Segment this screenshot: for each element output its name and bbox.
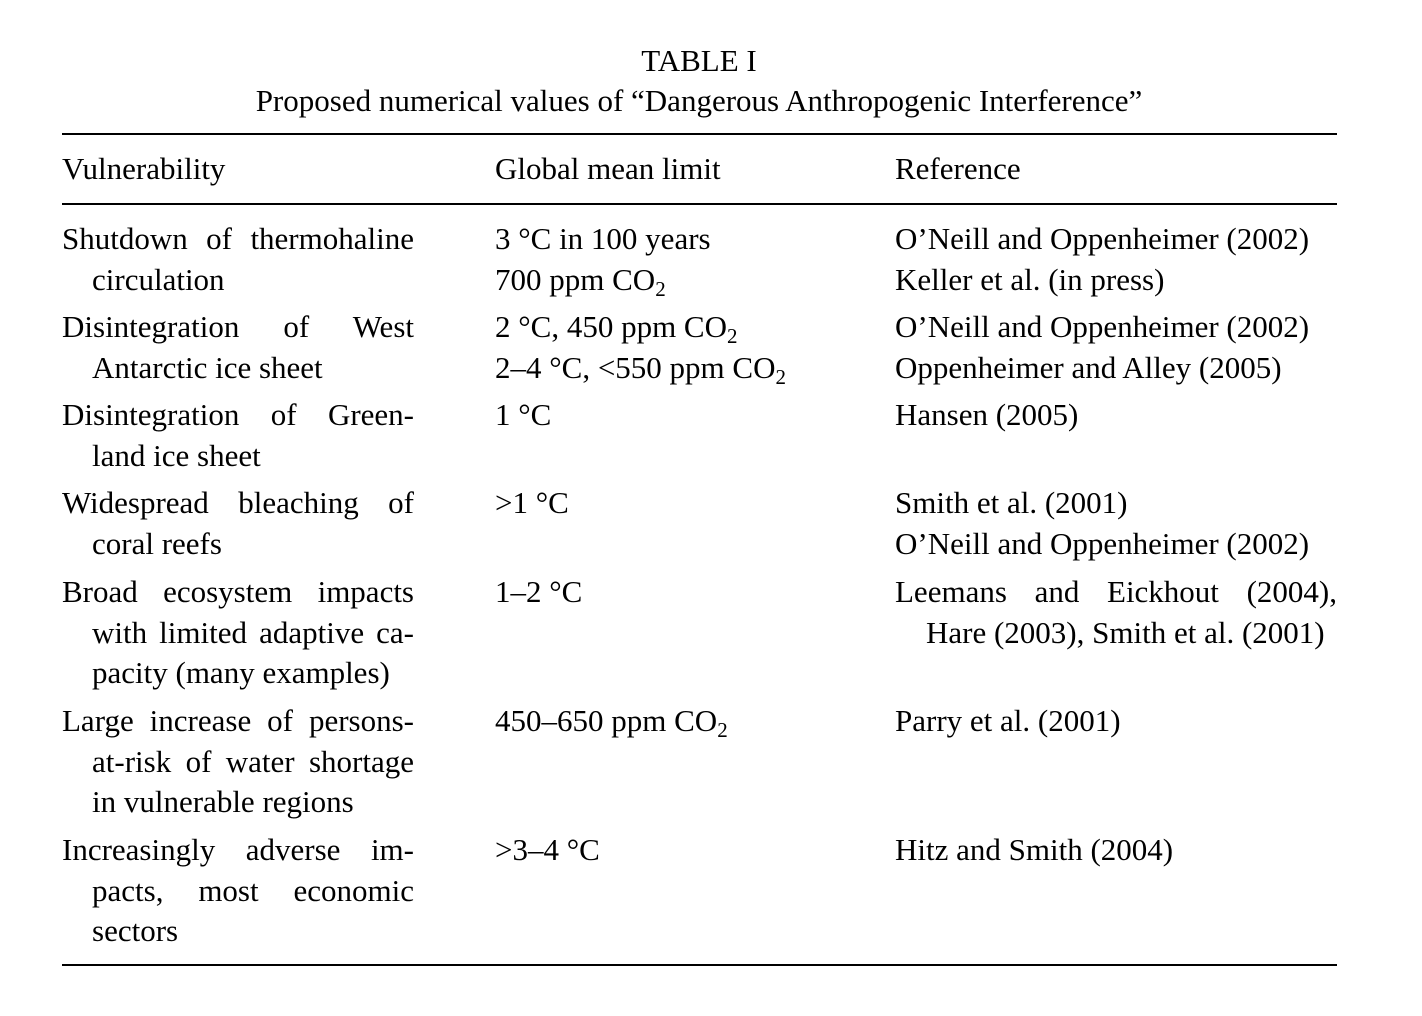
cell-line: Widespread bleaching of	[62, 485, 414, 520]
cell-line: Keller et al. (in press)	[895, 261, 1165, 297]
table-row-4-vulnerability	[62, 572, 414, 694]
cell-line: Increasingly adverse im-	[62, 832, 414, 867]
cell-line: >1 °C	[495, 485, 569, 520]
cell-line: Disintegration of West	[62, 309, 414, 344]
cell-line: Shutdown of thermohaline	[62, 221, 414, 256]
cell-line: in vulnerable regions	[92, 784, 354, 819]
table-row-5-reference	[895, 701, 1121, 742]
cell-line: Leemans and Eickhout (2004),	[895, 574, 1337, 609]
cell-line: pacity (many examples)	[92, 655, 390, 690]
cell-line: 2 °C, 450 ppm $CO_2$	[495, 309, 738, 348]
table-row-4-reference	[895, 572, 1337, 653]
cell-line: Hitz and Smith (2004)	[895, 832, 1174, 867]
table-row-0-vulnerability	[62, 219, 414, 300]
cell-line: 3 °C in 100 years	[495, 221, 711, 256]
cell-line: at-risk of water shortage	[92, 743, 414, 779]
cell-line: 1–2 °C	[495, 574, 583, 609]
cell-line: O’Neill and Oppenheimer (2002)	[895, 525, 1310, 561]
table-row-5-vulnerability	[62, 701, 414, 823]
cell-line: sectors	[92, 913, 179, 948]
table-row-6-reference	[895, 830, 1173, 871]
table-row-1-limit	[495, 307, 786, 388]
table-row-2-limit	[495, 395, 551, 436]
cell-line: pacts, most economic	[92, 872, 414, 908]
header-vulnerability: Vulnerability	[62, 151, 226, 186]
header-rule	[62, 203, 1337, 205]
cell-line: 2–4 °C, <550 ppm $CO_2$	[495, 349, 786, 389]
cell-line: Antarctic ice sheet	[92, 349, 323, 385]
cell-line: coral reefs	[92, 525, 222, 561]
top-rule	[62, 133, 1337, 135]
table-row-3-limit	[495, 483, 569, 524]
cell-line: 450–650 ppm $CO_2$	[495, 703, 728, 742]
cell-line: Large increase of persons-	[62, 703, 414, 738]
table-row-2-vulnerability	[62, 395, 414, 476]
table-row-2-reference	[895, 395, 1078, 436]
cell-line: Oppenheimer and Alley (2005)	[895, 349, 1282, 385]
cell-line: with limited adaptive ca-	[92, 614, 414, 650]
cell-line: land ice sheet	[92, 437, 261, 473]
cell-line: Broad ecosystem impacts	[62, 574, 414, 609]
header-global-mean-limit: Global mean limit	[495, 151, 721, 186]
table-row-6-vulnerability	[62, 830, 414, 952]
cell-line: 700 ppm $CO_2$	[495, 261, 666, 301]
cell-line: Hansen (2005)	[895, 397, 1079, 432]
table-row-4-limit	[495, 572, 582, 613]
table-row-1-reference	[895, 307, 1309, 388]
cell-line: Parry et al. (2001)	[895, 703, 1121, 738]
table-row-1-vulnerability	[62, 307, 414, 388]
table-row-3-reference	[895, 483, 1309, 564]
cell-line: O’Neill and Oppenheimer (2002)	[895, 309, 1310, 344]
table-row-0-limit	[495, 219, 711, 300]
table-title: Proposed numerical values of “Dangerous Anthropogenic Interference”	[255, 83, 1143, 118]
table-row-6-limit	[495, 830, 600, 871]
header-reference: Reference	[895, 151, 1021, 186]
bottom-rule	[62, 964, 1337, 966]
cell-line: circulation	[92, 261, 225, 297]
table-row-5-limit	[495, 701, 728, 742]
cell-line: Smith et al. (2001)	[895, 485, 1128, 520]
cell-line: Disintegration of Green-	[62, 397, 414, 432]
cell-line: O’Neill and Oppenheimer (2002)	[895, 221, 1310, 256]
table-label: TABLE I	[641, 43, 757, 78]
cell-line: 1 °C	[495, 397, 552, 432]
table-row-0-reference	[895, 219, 1309, 300]
cell-line: >3–4 °C	[495, 832, 600, 867]
cell-line: Hare (2003), Smith et al. (2001)	[926, 614, 1325, 650]
table-row-3-vulnerability	[62, 483, 414, 564]
